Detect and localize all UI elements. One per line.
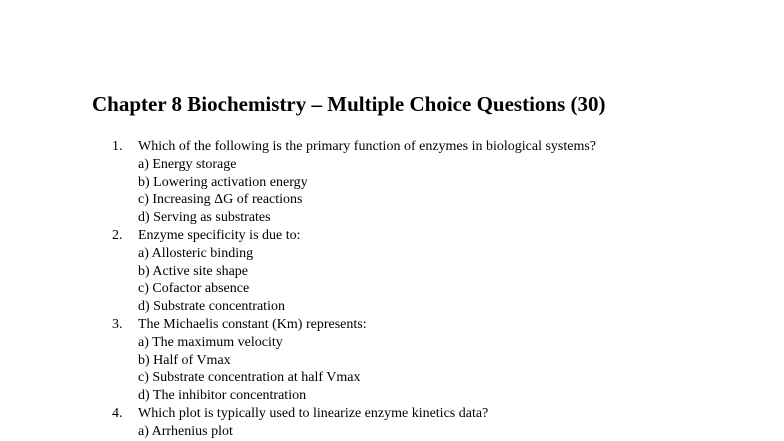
question-item xyxy=(112,316,596,405)
question-list xyxy=(112,138,596,441)
option-list xyxy=(138,423,596,441)
answer-option: d) The inhibitor concentration xyxy=(138,388,307,404)
option-list xyxy=(138,334,596,405)
answer-option: b) Active site shape xyxy=(138,263,249,279)
answer-option: b) Half of Vmax xyxy=(138,352,231,368)
answer-option: a) Energy storage xyxy=(138,156,237,172)
question-text: Which of the following is the primary function of enzymes in biological systems? xyxy=(138,139,597,154)
question-text: The Michaelis constant (Km) represents: xyxy=(138,316,367,332)
page-title: Chapter 8 Biochemistry – Multiple Choice Questions (30) xyxy=(92,92,606,116)
question-number: 4. xyxy=(112,405,123,421)
answer-option: c) Increasing ΔG of reactions xyxy=(138,192,303,208)
question-item xyxy=(112,138,596,227)
answer-option: c) Substrate concentration at half Vmax xyxy=(138,370,361,386)
question-item xyxy=(112,227,596,316)
question-text: Enzyme specificity is due to: xyxy=(138,227,301,243)
answer-option: a) Allosteric binding xyxy=(138,245,254,261)
answer-option: a) The maximum velocity xyxy=(138,334,283,350)
question-number: 3. xyxy=(112,316,123,332)
answer-option: b) Lowering activation energy xyxy=(138,174,308,190)
question-number: 1. xyxy=(112,139,123,154)
answer-option: c) Cofactor absence xyxy=(138,281,250,297)
answer-option: d) Substrate concentration xyxy=(138,299,285,315)
answer-option: a) Arrhenius plot xyxy=(138,423,233,439)
question-number: 2. xyxy=(112,227,123,243)
option-list xyxy=(138,245,596,316)
question-text: Which plot is typically used to linearize enzyme kinetics data? xyxy=(138,405,489,421)
question-item xyxy=(112,405,596,441)
answer-option: d) Serving as substrates xyxy=(138,210,271,226)
option-list xyxy=(138,156,596,227)
